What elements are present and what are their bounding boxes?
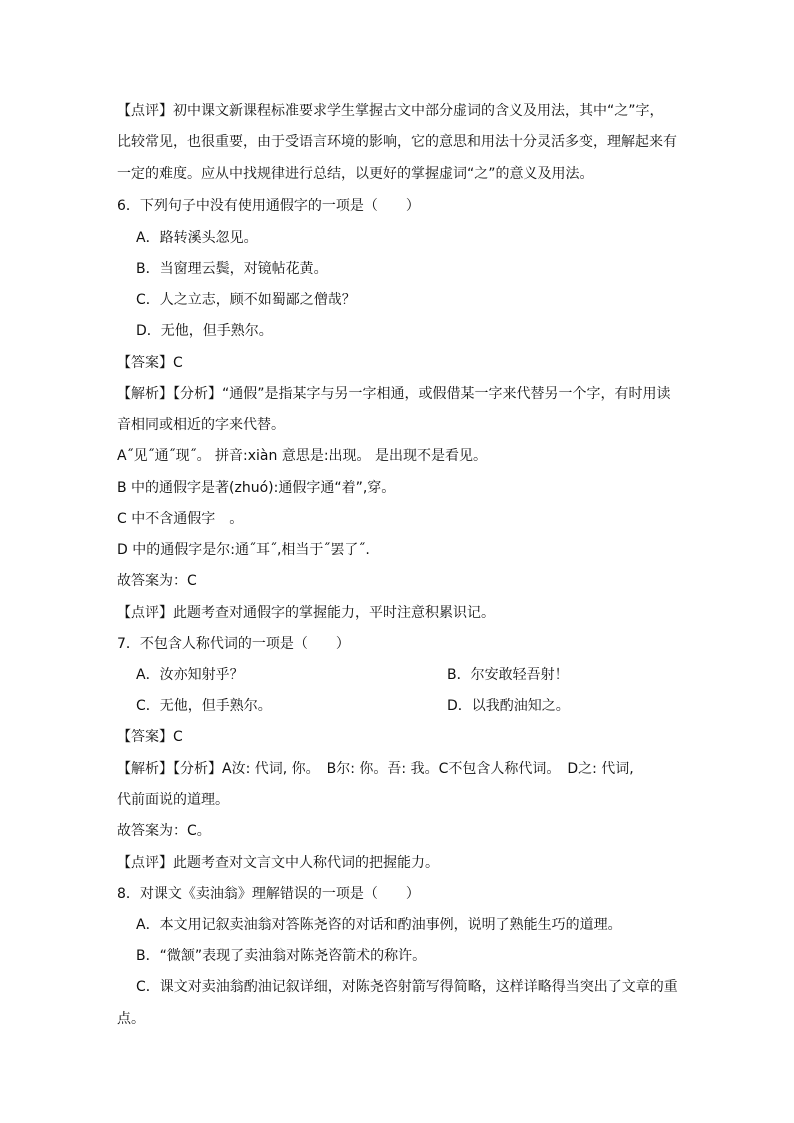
review-paragraph-line-3: 一定的难度。应从中找规律进行总结，以更好的掌握虚词“之”的意义及用法。 (117, 166, 594, 182)
q6-answer: 【答案】C (117, 355, 183, 371)
q8-option-a: A．本文用记叙卖油翁对答陈尧咨的对话和酌油事例，说明了熟能生巧的道理。 (136, 917, 622, 933)
review-paragraph-line-2: 比较常见，也很重要，由于受语言环境的影响，它的意思和用法十分灵活多变，理解起来有 (117, 134, 677, 150)
q6-analysis-line-2: 音相同或相近的字来代替。 (117, 417, 285, 433)
q6-analysis-line-3: A˝见˝通˝现˝。 拼音:xiàn 意思是:出现。 是出现不是看见。 (117, 448, 487, 464)
q8-option-c-line-2: 点。 (117, 1011, 145, 1027)
question-6: 6．下列句子中没有使用通假字的一项是（ ） (117, 198, 420, 214)
q6-option-b: B．当窗理云鬓，对镜帖花黄。 (136, 261, 328, 277)
q7-option-b: B．尔安敢轻吾射！ (447, 667, 569, 683)
q6-analysis-line-4: B 中的通假字是著(zhuó):通假字通“着”,穿。 (117, 480, 396, 496)
q7-final-answer: 故答案为：C。 (117, 823, 211, 839)
q7-answer: 【答案】C (117, 729, 183, 745)
q7-review: 【点评】此题考查对文言文中人称代词的把握能力。 (117, 855, 439, 871)
q6-review: 【点评】此题考查对通假字的掌握能力，平时注意积累识记。 (117, 605, 495, 621)
q8-option-b: B．“微颔”表现了卖油翁对陈尧咨箭术的称许。 (136, 948, 427, 964)
q7-option-a: A．汝亦知射乎？ (136, 667, 244, 683)
q6-analysis-line-6: D 中的通假字是尔:通˝耳˝,相当于˝罢了˝. (117, 542, 370, 558)
q7-option-d: D．以我酌油知之。 (447, 698, 570, 714)
q6-option-d: D．无他，但手熟尔。 (136, 323, 273, 339)
q6-option-a: A．路转溪头忽见。 (136, 230, 258, 246)
question-8: 8．对课文《卖油翁》理解错误的一项是（ ） (117, 886, 420, 902)
q6-option-c: C．人之立志，顾不如蜀鄙之僧哉？ (136, 292, 356, 308)
q8-option-c-line-1: C．课文对卖油翁酌油记叙详细，对陈尧咨射箭写得简略，这样详略得当突出了文章的重 (136, 979, 678, 995)
q6-final-answer: 故答案为：C (117, 573, 197, 589)
q7-analysis-line-2: 代前面说的道理。 (117, 792, 229, 808)
q7-option-c: C．无他，但手熟尔。 (136, 698, 272, 714)
q6-analysis-line-1: 【解析】【分析】“通假”是指某字与另一字相通，或假借某一字来代替另一个字，有时用读 (117, 386, 671, 402)
q7-analysis-line-1: 【解析】【分析】A汝: 代词, 你。 B尔: 你。吾: 我。C不包含人称代词。 D之: 代词, (117, 761, 634, 777)
q6-analysis-line-5: C 中不含通假字 。 (117, 511, 244, 527)
question-7: 7．不包含人称代词的一项是（ ） (117, 636, 350, 652)
review-paragraph-line-1: 【点评】初中课文新课程标准要求学生掌握古文中部分虚词的含义及用法，其中“之”字， (117, 103, 664, 119)
